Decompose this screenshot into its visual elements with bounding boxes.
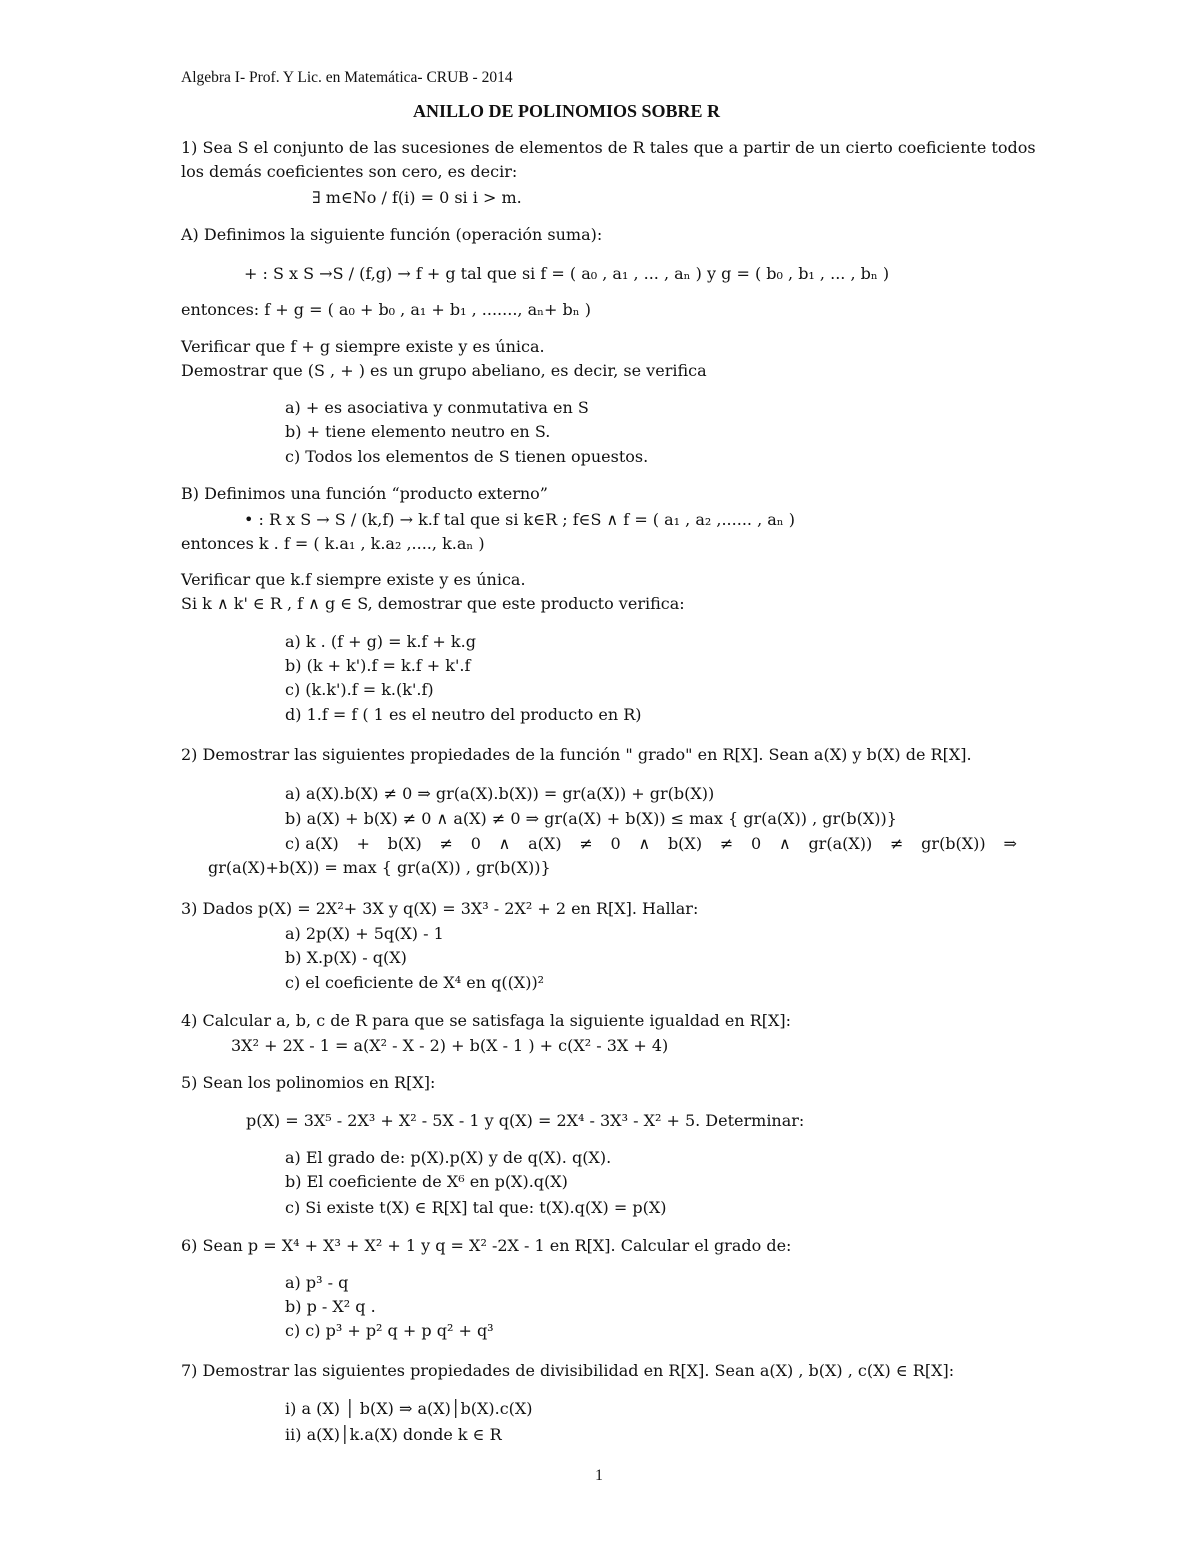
list-item: b) (k + k').f = k.f + k'.f xyxy=(285,656,471,675)
list-item: d) 1.f = f ( 1 es el neutro del producto en R) xyxy=(285,705,642,724)
formula: ∃ m∈No / f(i) = 0 si i > m. xyxy=(312,188,522,207)
list-item: b) a(X) + b(X) ≠ 0 ∧ a(X) ≠ 0 ⇒ gr(a(X) + b(X)) ≤ max { gr(a(X)) , gr(b(X))} xyxy=(285,809,897,828)
text-line: 1) Sea S el conjunto de las sucesiones de elementos de R tales que a partir de un cierto coeficiente todos xyxy=(181,138,1036,157)
list-item: a) El grado de: p(X).p(X) y de q(X). q(X). xyxy=(285,1148,612,1167)
list-item: a) + es asociativa y conmutativa en S xyxy=(285,398,589,417)
list-item: b) El coeficiente de X⁶ en p(X).q(X) xyxy=(285,1172,568,1191)
list-item: c) (k.k').f = k.(k'.f) xyxy=(285,680,434,699)
list-item: a) a(X).b(X) ≠ 0 ⇒ gr(a(X).b(X)) = gr(a(X)) + gr(b(X)) xyxy=(285,784,715,803)
formula: • : R x S → S / (k,f) → k.f tal que si k∈R ; f∈S ∧ f = ( a₁ , a₂ ,...... , aₙ ) xyxy=(244,510,796,529)
formula: p(X) = 3X⁵ - 2X³ + X² - 5X - 1 y q(X) = 2X⁴ - 3X³ - X² + 5. Determinar: xyxy=(246,1111,805,1130)
list-item: c) el coeficiente de X⁴ en q((X))² xyxy=(285,973,545,992)
text-line: 5) Sean los polinomios en R[X]: xyxy=(181,1073,436,1092)
list-item-continuation: gr(a(X)+b(X)) = max { gr(a(X)) , gr(b(X))} xyxy=(208,858,551,877)
text-line: 6) Sean p = X⁴ + X³ + X² + 1 y q = X² -2X - 1 en R[X]. Calcular el grado de: xyxy=(181,1236,792,1255)
page-title: ANILLO DE POLINOMIOS SOBRE R xyxy=(413,101,721,121)
text-line: A) Definimos la siguiente función (operación suma): xyxy=(181,225,603,244)
text-line: Verificar que k.f siempre existe y es única. xyxy=(181,570,526,589)
list-item: a) p³ - q xyxy=(285,1273,349,1292)
list-item: c) a(X) + b(X) ≠ 0 ∧ a(X) ≠ 0 ∧ b(X) ≠ 0 ∧ gr(a(X)) ≠ gr(b(X)) ⇒ xyxy=(285,834,1017,853)
list-item: c) c) p³ + p² q + p q² + q³ xyxy=(285,1321,494,1340)
page-number: 1 xyxy=(595,1467,603,1484)
list-item: i) a (X) │ b(X) ⇒ a(X)│b(X).c(X) xyxy=(285,1399,533,1418)
text-line: los demás coeficientes son cero, es decir: xyxy=(181,162,518,181)
page-header: Algebra I- Prof. Y Lic. en Matemática- CRUB - 2014 xyxy=(181,69,513,86)
text-line: Si k ∧ k' ∈ R , f ∧ g ∈ S, demostrar que este producto verifica: xyxy=(181,594,685,613)
formula: entonces: f + g = ( a₀ + b₀ , a₁ + b₁ , ......., aₙ+ bₙ ) xyxy=(181,300,592,319)
text-line: 4) Calcular a, b, c de R para que se satisfaga la siguiente igualdad en R[X]: xyxy=(181,1011,792,1030)
text-line: 2) Demostrar las siguientes propiedades de la función " grado" en R[X]. Sean a(X) y b(X) de R[X]. xyxy=(181,745,972,764)
list-item: ii) a(X)│k.a(X) donde k ∈ R xyxy=(285,1425,502,1444)
formula: entonces k . f = ( k.a₁ , k.a₂ ,...., k.aₙ ) xyxy=(181,534,485,553)
list-item: c) Si existe t(X) ∈ R[X] tal que: t(X).q(X) = p(X) xyxy=(285,1198,667,1217)
text-line: B) Definimos una función “producto externo” xyxy=(181,484,548,503)
list-item: a) k . (f + g) = k.f + k.g xyxy=(285,632,476,651)
text-line: Demostrar que (S , + ) es un grupo abeliano, es decir, se verifica xyxy=(181,361,707,380)
formula: 3X² + 2X - 1 = a(X² - X - 2) + b(X - 1 ) + c(X² - 3X + 4) xyxy=(231,1036,669,1055)
text-line: 3) Dados p(X) = 2X²+ 3X y q(X) = 3X³ - 2X² + 2 en R[X]. Hallar: xyxy=(181,899,699,918)
list-item: b) X.p(X) - q(X) xyxy=(285,948,407,967)
list-item: a) 2p(X) + 5q(X) - 1 xyxy=(285,924,444,943)
formula: + : S x S →S / (f,g) → f + g tal que si f = ( a₀ , a₁ , ... , aₙ ) y g = ( b₀ , b₁ , ... , bₙ ) xyxy=(244,264,890,283)
text-line: Verificar que f + g siempre existe y es única. xyxy=(181,337,545,356)
list-item: b) + tiene elemento neutro en S. xyxy=(285,422,551,441)
list-item: b) p - X² q . xyxy=(285,1297,376,1316)
list-item: c) Todos los elementos de S tienen opuestos. xyxy=(285,447,649,466)
text-line: 7) Demostrar las siguientes propiedades de divisibilidad en R[X]. Sean a(X) , b(X) , c(X) ∈ R[X]: xyxy=(181,1361,955,1380)
